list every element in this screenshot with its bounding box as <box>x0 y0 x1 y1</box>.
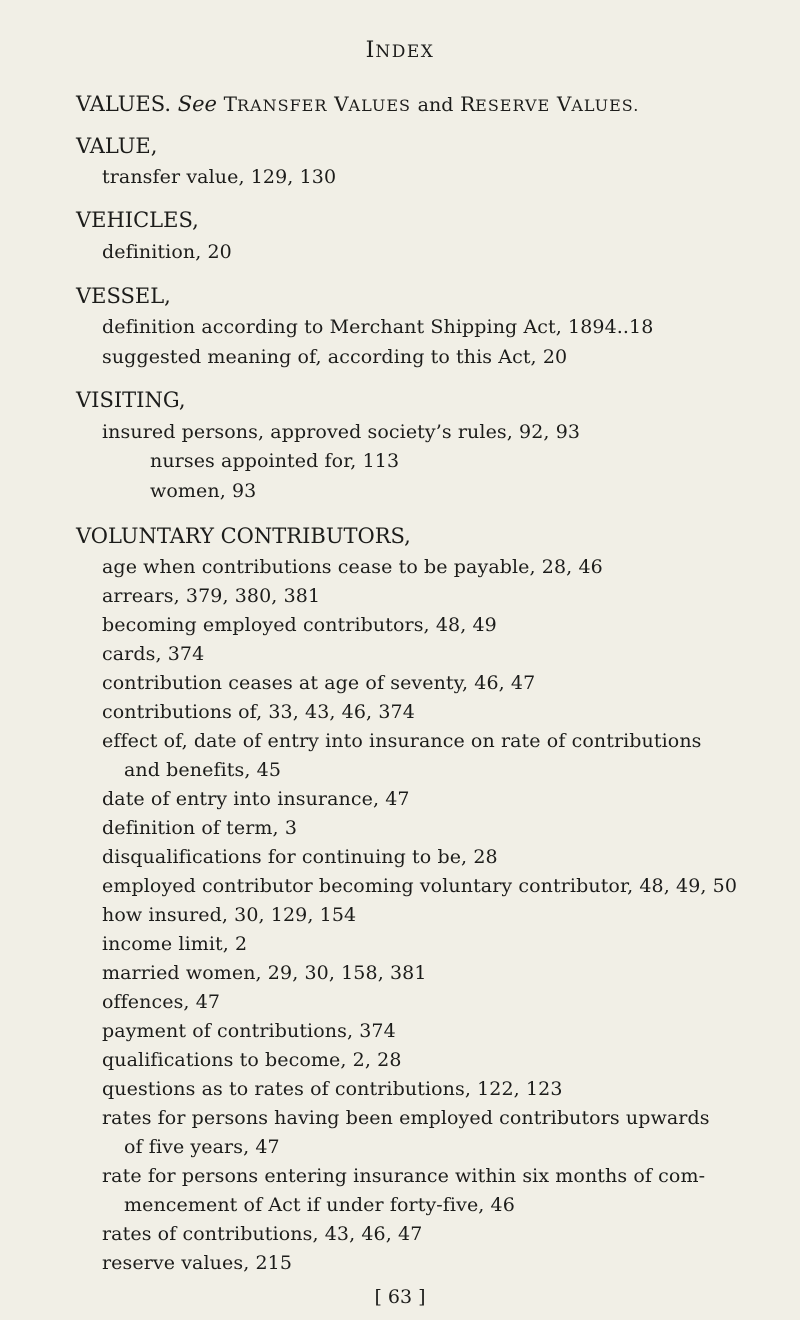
sub-entry: definition, 20 <box>102 241 232 263</box>
sub-entry: rate for persons entering insurance within six months of com- <box>102 1165 706 1187</box>
sub-entry: offences, 47 <box>102 991 221 1013</box>
sub-entry: transfer value, 129, 130 <box>102 166 337 188</box>
sub-entry-continuation: mencement of Act if under forty-five, 46 <box>124 1194 515 1216</box>
sub-entry: qualifications to become, 2, 28 <box>102 1049 402 1071</box>
page-number: [ 63 ] <box>374 1286 426 1308</box>
running-head-initial: I <box>365 38 376 63</box>
sub-entry: employed contributor becoming voluntary contributor, 48, 49, 50 <box>102 875 738 897</box>
sub-entry: disqualifications for continuing to be, 28 <box>102 846 498 868</box>
sub-entry: questions as to rates of contributions, 122, 123 <box>102 1078 563 1100</box>
cross-reference-entry <box>76 92 639 116</box>
entry-heading: VALUES. <box>76 92 172 116</box>
sub-entry: becoming employed contributors, 48, 49 <box>102 614 497 636</box>
sub-entry: cards, 374 <box>102 643 205 665</box>
entry-heading: VOLUNTARY CONTRIBUTORS, <box>76 524 411 548</box>
sub-entry: payment of contributions, 374 <box>102 1020 396 1042</box>
entry-heading: VALUE, <box>76 134 158 158</box>
sub-entry: suggested meaning of, according to this Act, 20 <box>102 346 568 368</box>
sub-entry: date of entry into insurance, 47 <box>102 788 410 810</box>
sub-entry: effect of, date of entry into insurance on rate of contributions <box>102 730 702 752</box>
running-head-rest: NDEX <box>375 42 435 62</box>
running-head <box>0 38 800 63</box>
sub-entry: definition of term, 3 <box>102 817 298 839</box>
sub-entry: age when contributions cease to be payable, 28, 46 <box>102 556 603 578</box>
entry-heading: VESSEL, <box>76 284 171 308</box>
sub-entry: rates of contributions, 43, 46, 47 <box>102 1223 423 1245</box>
sub-entry: income limit, 2 <box>102 933 248 955</box>
ref-part: VALUES <box>334 92 411 116</box>
ref-part: TRANSFER <box>223 92 328 116</box>
sub-entry: how insured, 30, 129, 154 <box>102 904 357 926</box>
ref-part: RESERVE <box>460 92 551 116</box>
ref-part: and <box>417 94 454 116</box>
entry-heading: VISITING, <box>76 388 186 412</box>
sub-entry: rates for persons having been employed contributors upwards <box>102 1107 710 1129</box>
sub-entry: insured persons, approved society’s rules, 92, 93 <box>102 421 581 443</box>
sub-entry-continuation: and benefits, 45 <box>124 759 282 781</box>
sub-entry-continuation: of five years, 47 <box>124 1136 280 1158</box>
sub-entry: reserve values, 215 <box>102 1252 293 1274</box>
see-word: See <box>177 92 217 116</box>
sub-entry: contributions of, 33, 43, 46, 374 <box>102 701 415 723</box>
sub-entry: women, 93 <box>150 480 257 502</box>
entry-heading: VEHICLES, <box>76 208 199 232</box>
sub-entry: arrears, 379, 380, 381 <box>102 585 321 607</box>
sub-entry: nurses appointed for, 113 <box>150 450 400 472</box>
ref-part: VALUES. <box>556 92 640 116</box>
sub-entry: definition according to Merchant Shipping Act, 1894..18 <box>102 316 654 338</box>
sub-entry: contribution ceases at age of seventy, 46, 47 <box>102 672 536 694</box>
sub-entry: married women, 29, 30, 158, 381 <box>102 962 427 984</box>
